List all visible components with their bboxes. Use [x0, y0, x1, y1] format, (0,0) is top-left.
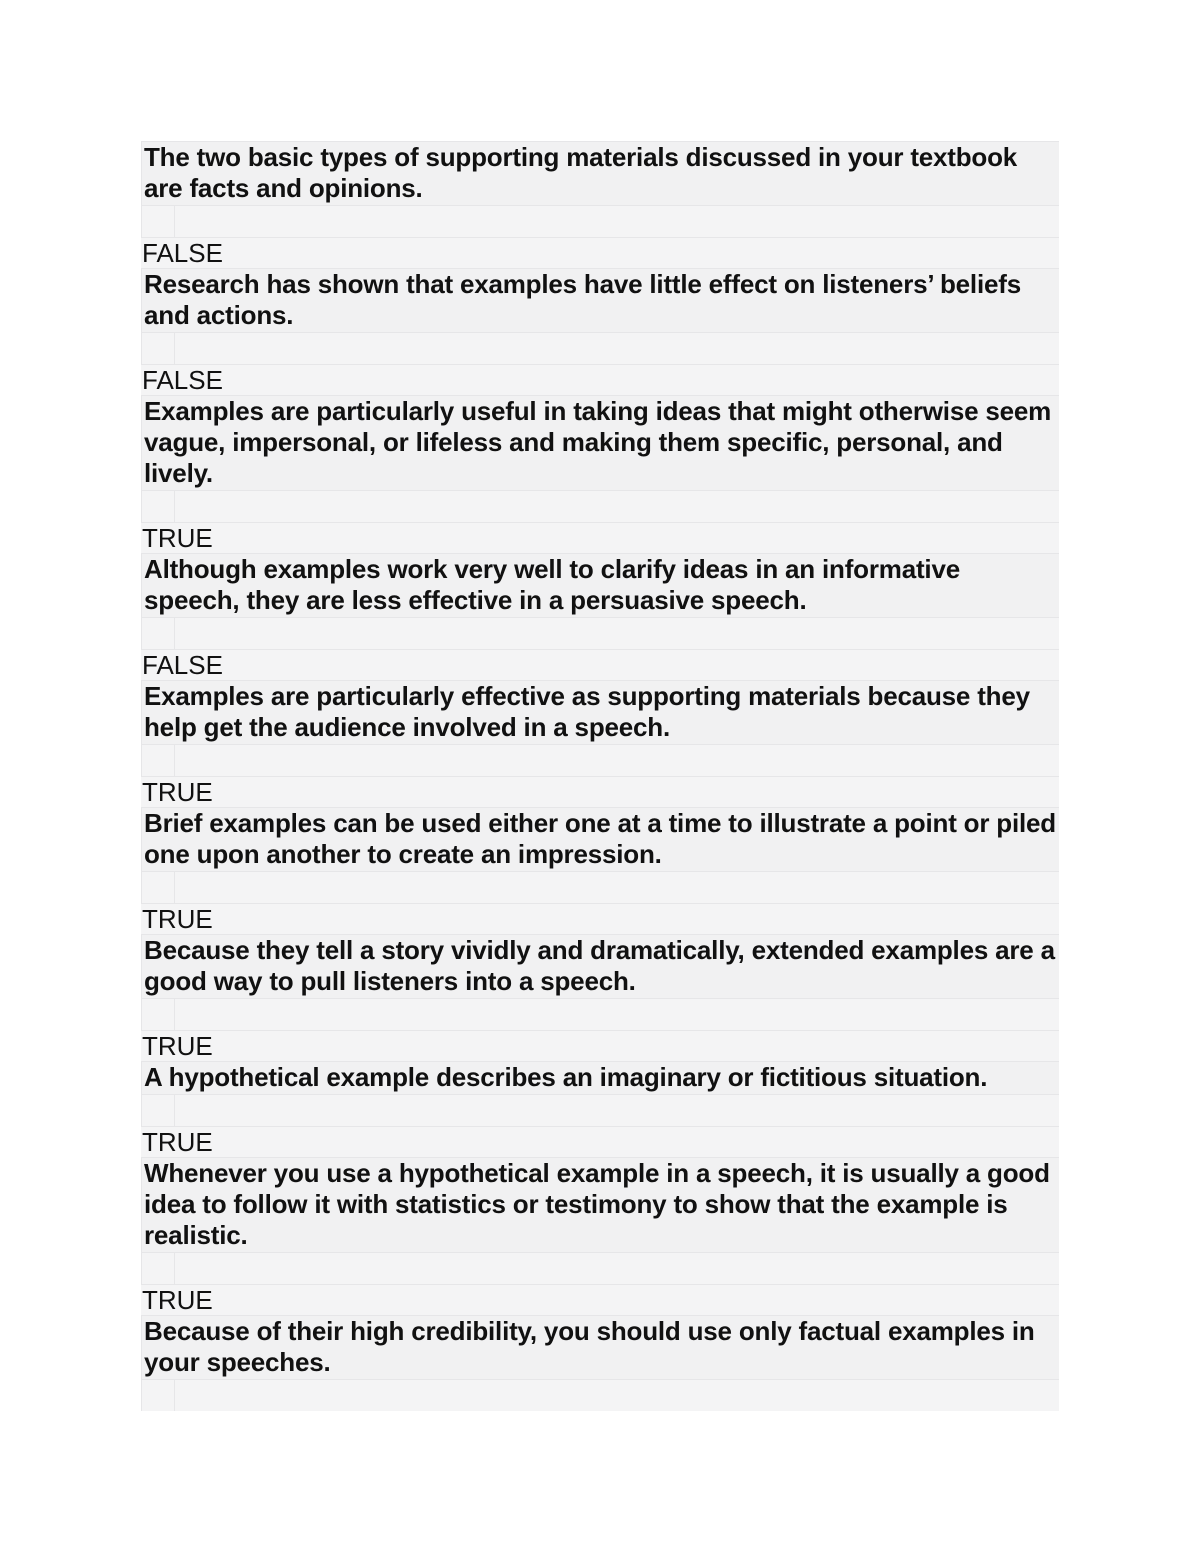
question-text: Examples are particularly useful in taking ideas that might otherwise seem vague, impersonal, or lifeless and making them specific, personal, and lively.: [141, 395, 1059, 491]
answer-text: TRUE: [141, 1126, 1059, 1157]
answer-text: FALSE: [141, 237, 1059, 268]
blank-row: [141, 999, 1059, 1030]
blank-row: [141, 206, 1059, 237]
question-text: The two basic types of supporting materials discussed in your textbook are facts and opinions.: [141, 141, 1059, 206]
qa-item: [141, 141, 1059, 268]
question-text: Because of their high credibility, you should use only factual examples in your speeches.: [141, 1315, 1059, 1380]
qa-item: [141, 1157, 1059, 1315]
qa-item: [141, 395, 1059, 553]
qa-item: [141, 268, 1059, 395]
answer-text: TRUE: [141, 522, 1059, 553]
question-text: A hypothetical example describes an imaginary or fictitious situation.: [141, 1061, 1059, 1095]
qa-item: [141, 553, 1059, 680]
blank-row: [141, 872, 1059, 903]
document-page: [141, 141, 1059, 1411]
question-text: Brief examples can be used either one at a time to illustrate a point or piled one upon another to create an impression.: [141, 807, 1059, 872]
blank-row: [141, 745, 1059, 776]
qa-item: [141, 680, 1059, 807]
blank-row: [141, 1095, 1059, 1126]
qa-item: [141, 934, 1059, 1061]
answer-text: TRUE: [141, 1030, 1059, 1061]
question-text: Although examples work very well to clarify ideas in an informative speech, they are less effective in a persuasive speech.: [141, 553, 1059, 618]
answer-text: FALSE: [141, 364, 1059, 395]
qa-item: [141, 1061, 1059, 1157]
answer-text: TRUE: [141, 1284, 1059, 1315]
qa-item: [141, 1315, 1059, 1411]
answer-text: TRUE: [141, 903, 1059, 934]
question-text: Whenever you use a hypothetical example in a speech, it is usually a good idea to follow it with statistics or testimony to show that the example is realistic.: [141, 1157, 1059, 1253]
blank-row: [141, 1380, 1059, 1411]
question-text: Because they tell a story vividly and dramatically, extended examples are a good way to pull listeners into a speech.: [141, 934, 1059, 999]
blank-row: [141, 333, 1059, 364]
question-text: Examples are particularly effective as supporting materials because they help get the audience involved in a speech.: [141, 680, 1059, 745]
blank-row: [141, 491, 1059, 522]
qa-item: [141, 807, 1059, 934]
blank-row: [141, 1253, 1059, 1284]
answer-text: FALSE: [141, 649, 1059, 680]
question-text: Research has shown that examples have little effect on listeners’ beliefs and actions.: [141, 268, 1059, 333]
answer-text: TRUE: [141, 776, 1059, 807]
blank-row: [141, 618, 1059, 649]
